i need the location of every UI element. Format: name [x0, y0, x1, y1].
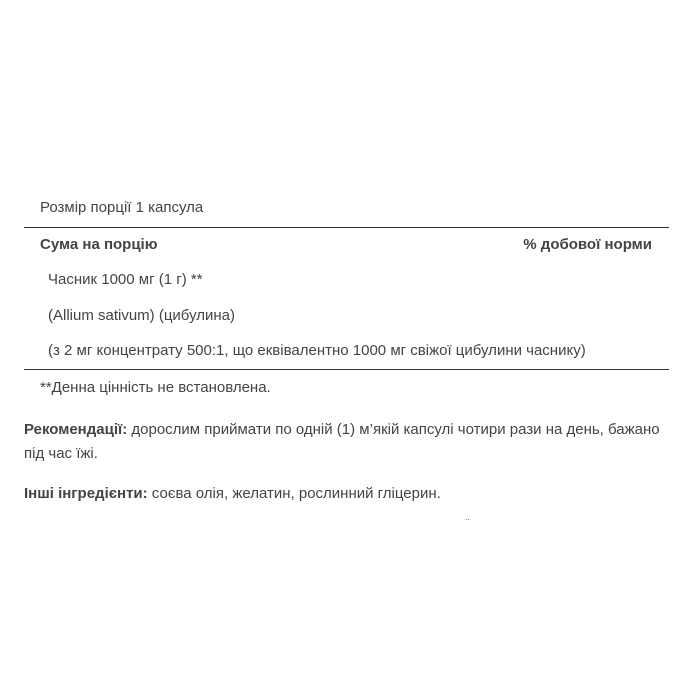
other-ingredients — [24, 482, 664, 506]
other-ingredients-label: Інші інгредієнти: — [24, 485, 148, 502]
ingredient-row-latin-name: (Allium sativum) (цибулина) — [48, 307, 235, 324]
recommendations — [24, 418, 664, 466]
footnote: **Денна цінність не встановлена. — [40, 379, 271, 396]
recommendations-text: дорослим приймати по одній (1) м’якій капсулі чотири рази на день, бажано під час їжі. — [24, 421, 660, 462]
divider-bottom — [24, 369, 669, 370]
recommendations-label: Рекомендації: — [24, 421, 128, 438]
divider-top — [24, 227, 669, 228]
serving-size: Розмір порції 1 капсула — [40, 199, 204, 216]
trailing-mark: .. — [465, 512, 471, 522]
daily-value-header: % добової норми — [523, 236, 652, 253]
amount-per-serving-header: Сума на порцію — [40, 236, 158, 253]
ingredient-row-concentrate: (з 2 мг концентрату 500:1, що еквівалентно 1000 мг свіжої цибулини часнику) — [48, 342, 586, 359]
other-ingredients-text: соєва олія, желатин, рослинний гліцерин. — [147, 485, 441, 502]
ingredient-row-garlic: Часник 1000 мг (1 г) ** — [48, 271, 203, 288]
